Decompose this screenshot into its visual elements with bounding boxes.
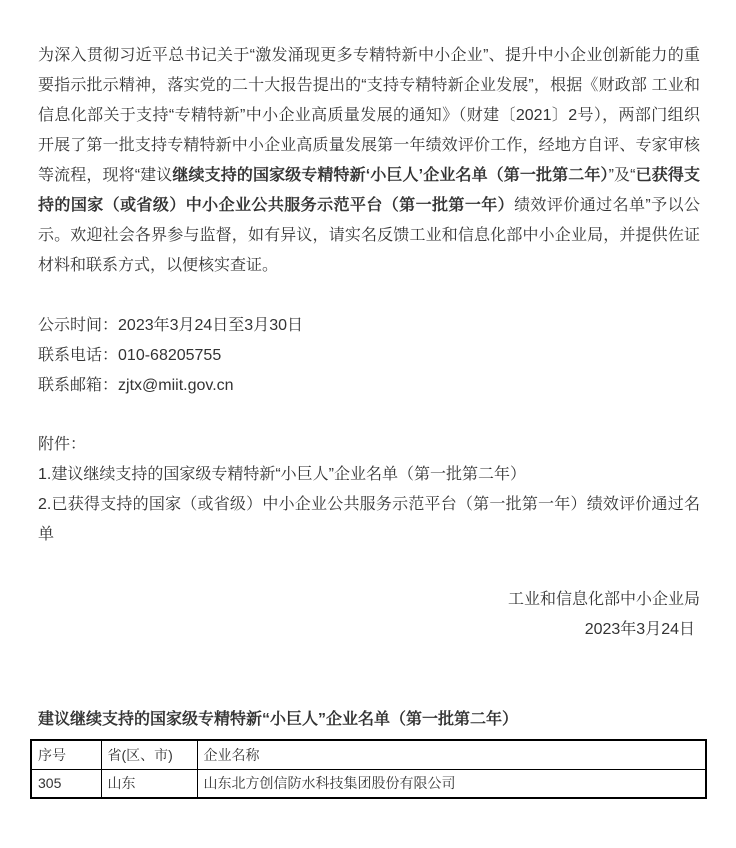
paragraph-run-list-name-2: 已获得支持的国家（或省级）中小企业公共服务示范平台（第一批第一年） (38, 167, 700, 214)
publicity-period-value: 2023年3月24日至3月30日 (118, 317, 304, 334)
contact-phone-label: 联系电话： (38, 347, 119, 364)
attachment-item-1: 1.建议继续支持的国家级专精特新“小巨人”企业名单（第一批第二年） (38, 466, 527, 483)
announcement-paragraph (38, 41, 700, 281)
paragraph-run-outro: 绩效评价通过名单”予以公示。欢迎社会各界参与监督，如有异议，请实名反馈工业和信息化部中小企业局，并提供佐证材料和联系方式，以便核实查证。 (38, 197, 700, 274)
cell-province: 山东 (101, 769, 197, 798)
header-cell-company: 企业名称 (197, 740, 706, 769)
attachments-block (38, 430, 700, 550)
header-cell-province: 省(区、市) (101, 740, 197, 769)
contact-phone-value: 010-68205755 (118, 347, 222, 364)
attachment-item-2: 2.已获得支持的国家（或省级）中小企业公共服务示范平台（第一批第一年）绩效评价通过名单 (38, 496, 700, 543)
publicity-period-line (38, 311, 700, 341)
signature-organization: 工业和信息化部中小企业局 (507, 591, 700, 608)
table-row (31, 769, 706, 798)
contact-email-label: 联系邮箱： (38, 377, 119, 394)
table-header-row (31, 740, 706, 769)
signature-block (38, 585, 700, 645)
contact-email-line (38, 371, 700, 401)
roster-section (38, 705, 700, 799)
cell-company: 山东北方创信防水科技集团股份有限公司 (197, 769, 706, 798)
contact-email-value: zjtx@miit.gov.cn (118, 377, 234, 394)
signature-date: 2023年3月24日 (584, 621, 695, 638)
paragraph-run-list-name-1: 继续支持的国家级专精特新‘小巨人’企业名单（第一批第二年） (172, 167, 609, 184)
enterprise-roster-table (30, 739, 707, 799)
attachments-heading: 附件： (38, 436, 87, 453)
contact-phone-line (38, 341, 700, 371)
paragraph-run-intro: 为深入贯彻习近平总书记关于“激发涌现更多专精特新中小企业”、提升中小企业创新能力的重要指示批示精神，落实党的二十大报告提出的“支持专精特新企业发展”，根据《财政部 工业和信息化部关于支持“专精特新”中小企业高质量发展的通知》（财建〔2021〕2号），两部门组织开展了第一批支持专精特新中小企业高质量发展第一年绩效评价工作，经地方自评、专家审核等流程，现将“建议 (38, 47, 700, 184)
cell-index: 305 (31, 769, 101, 798)
header-cell-index: 序号 (31, 740, 101, 769)
roster-title: 建议继续支持的国家级专精特新“小巨人”企业名单（第一批第二年） (38, 711, 519, 728)
publicity-period-label: 公示时间： (38, 317, 119, 334)
paragraph-run-connector: ”及“ (608, 167, 636, 184)
contact-info-block (38, 311, 700, 401)
